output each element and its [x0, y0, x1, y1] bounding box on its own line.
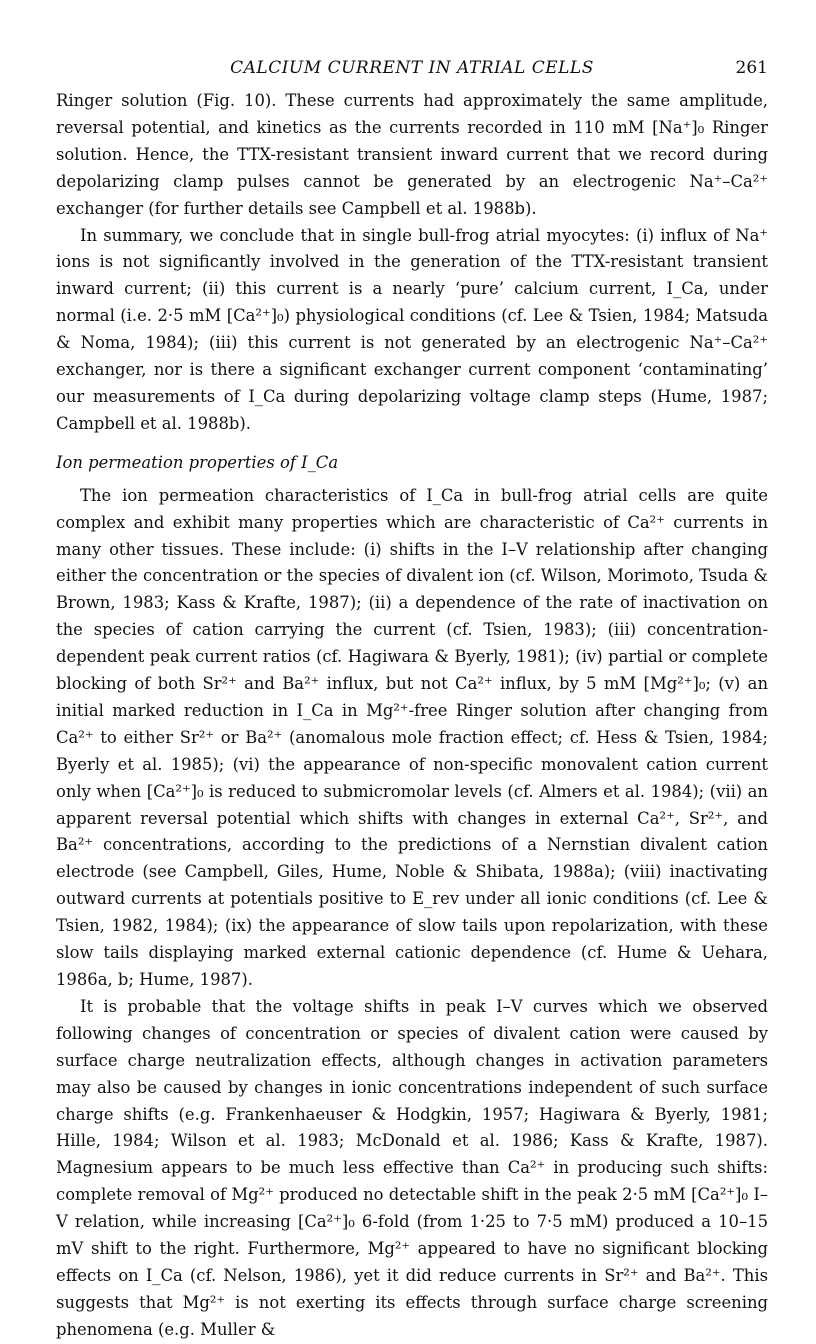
page-number: 261 [735, 58, 768, 78]
section-heading: Ion permeation properties of I_Ca [56, 452, 339, 472]
running-title: CALCIUM CURRENT IN ATRIAL CELLS [230, 58, 594, 78]
page-header [56, 58, 768, 88]
paragraph-3: The ion permeation characteristics of I_Ca in bull-frog atrial cells are quite complex and exhibit many properties which are characteristic of Ca²⁺ currents in many other tissues. These include: (i) shifts in the I–V relationship after changing either the concentration or the species of divalent ion (cf. Wilson, Morimoto, Tsuda & Brown, 1983; Kass & Krafte, 1987); (ii) a dependence of the rate of inactivation on the species of cation carrying the current (cf. Tsien, 1983); (iii) concentration-dependent peak current ratios (cf. Hagiwara & Byerly, 1981); (iv) partial or complete blocking of both Sr²⁺ and Ba²⁺ influx, but not Ca²⁺ influx, by 5 mM [Mg²⁺]₀; (v) an initial marked reduction in I_Ca in Mg²⁺-free Ringer solution after changing from Ca²⁺ to either Sr²⁺ or Ba²⁺ (anomalous mole fraction effect; cf. Hess & Tsien, 1984; Byerly et al. 1985); (vi) the appearance of non-specific monovalent cation current only when [Ca²⁺]₀ is reduced to submicromolar levels (cf. Almers et al. 1984); (vii) an apparent reversal potential which shifts with changes in external Ca²⁺, Sr²⁺, and Ba²⁺ concentrations, according to the predictions of a Nernstian divalent cation electrode (see Campbell, Giles, Hume, Noble & Shibata, 1988a); (viii) inactivating outward currents at potentials positive to E_rev under all ionic conditions (cf. Lee & Tsien, 1982, 1984); (ix) the appearance of slow tails upon repolarization, with these slow tails displaying marked external cationic dependence (cf. Hume & Uehara, 1986a, b; Hume, 1987). [56, 485, 768, 989]
page [56, 58, 768, 1344]
paragraph-4: It is probable that the voltage shifts in peak I–V curves which we observed following changes of concentration or species of divalent cation were caused by surface charge neutralization effects, although changes in activation parameters may also be caused by changes in ionic concentrations independent of such surface charge shifts (e.g. Frankenhaeuser & Hodgkin, 1957; Hagiwara & Byerly, 1981; Hille, 1984; Wilson et al. 1983; McDonald et al. 1986; Kass & Krafte, 1987). Magnesium appears to be much less effective than Ca²⁺ in producing such shifts: complete removal of Mg²⁺ produced no detectable shift in the peak 2·5 mM [Ca²⁺]₀ I–V relation, while increasing [Ca²⁺]₀ 6-fold (from 1·25 to 7·5 mM) produced a 10–15 mV shift to the right. Furthermore, Mg²⁺ appeared to have no significant blocking effects on I_Ca (cf. Nelson, 1986), yet it did reduce currents in Sr²⁺ and Ba²⁺. This suggests that Mg²⁺ is not exerting its effects through surface charge screening phenomena (e.g. Muller & [56, 996, 768, 1339]
paragraph-2: In summary, we conclude that in single bull-frog atrial myocytes: (i) influx of Na⁺ ions is not significantly involved in the generation of the TTX-resistant transient inward current; (ii) this current is a nearly ‘pure’ calcium current, I_Ca, under normal (i.e. 2·5 mM [Ca²⁺]₀) physiological conditions (cf. Lee & Tsien, 1984; Matsuda & Noma, 1984); (iii) this current is not generated by an electrogenic Na⁺–Ca²⁺ exchanger, nor is there a significant exchanger current component ‘contaminating’ our measurements of I_Ca during depolarizing voltage clamp steps (Hume, 1987; Campbell et al. 1988b). [56, 225, 768, 433]
paragraph-1: Ringer solution (Fig. 10). These currents had approximately the same amplitude, reversal potential, and kinetics as the currents recorded in 110 mM [Na⁺]₀ Ringer solution. Hence, the TTX-resistant transient inward current that we record during depolarizing clamp pulses cannot be generated by an electrogenic Na⁺–Ca²⁺ exchanger (for further details see Campbell et al. 1988b). [56, 91, 768, 218]
